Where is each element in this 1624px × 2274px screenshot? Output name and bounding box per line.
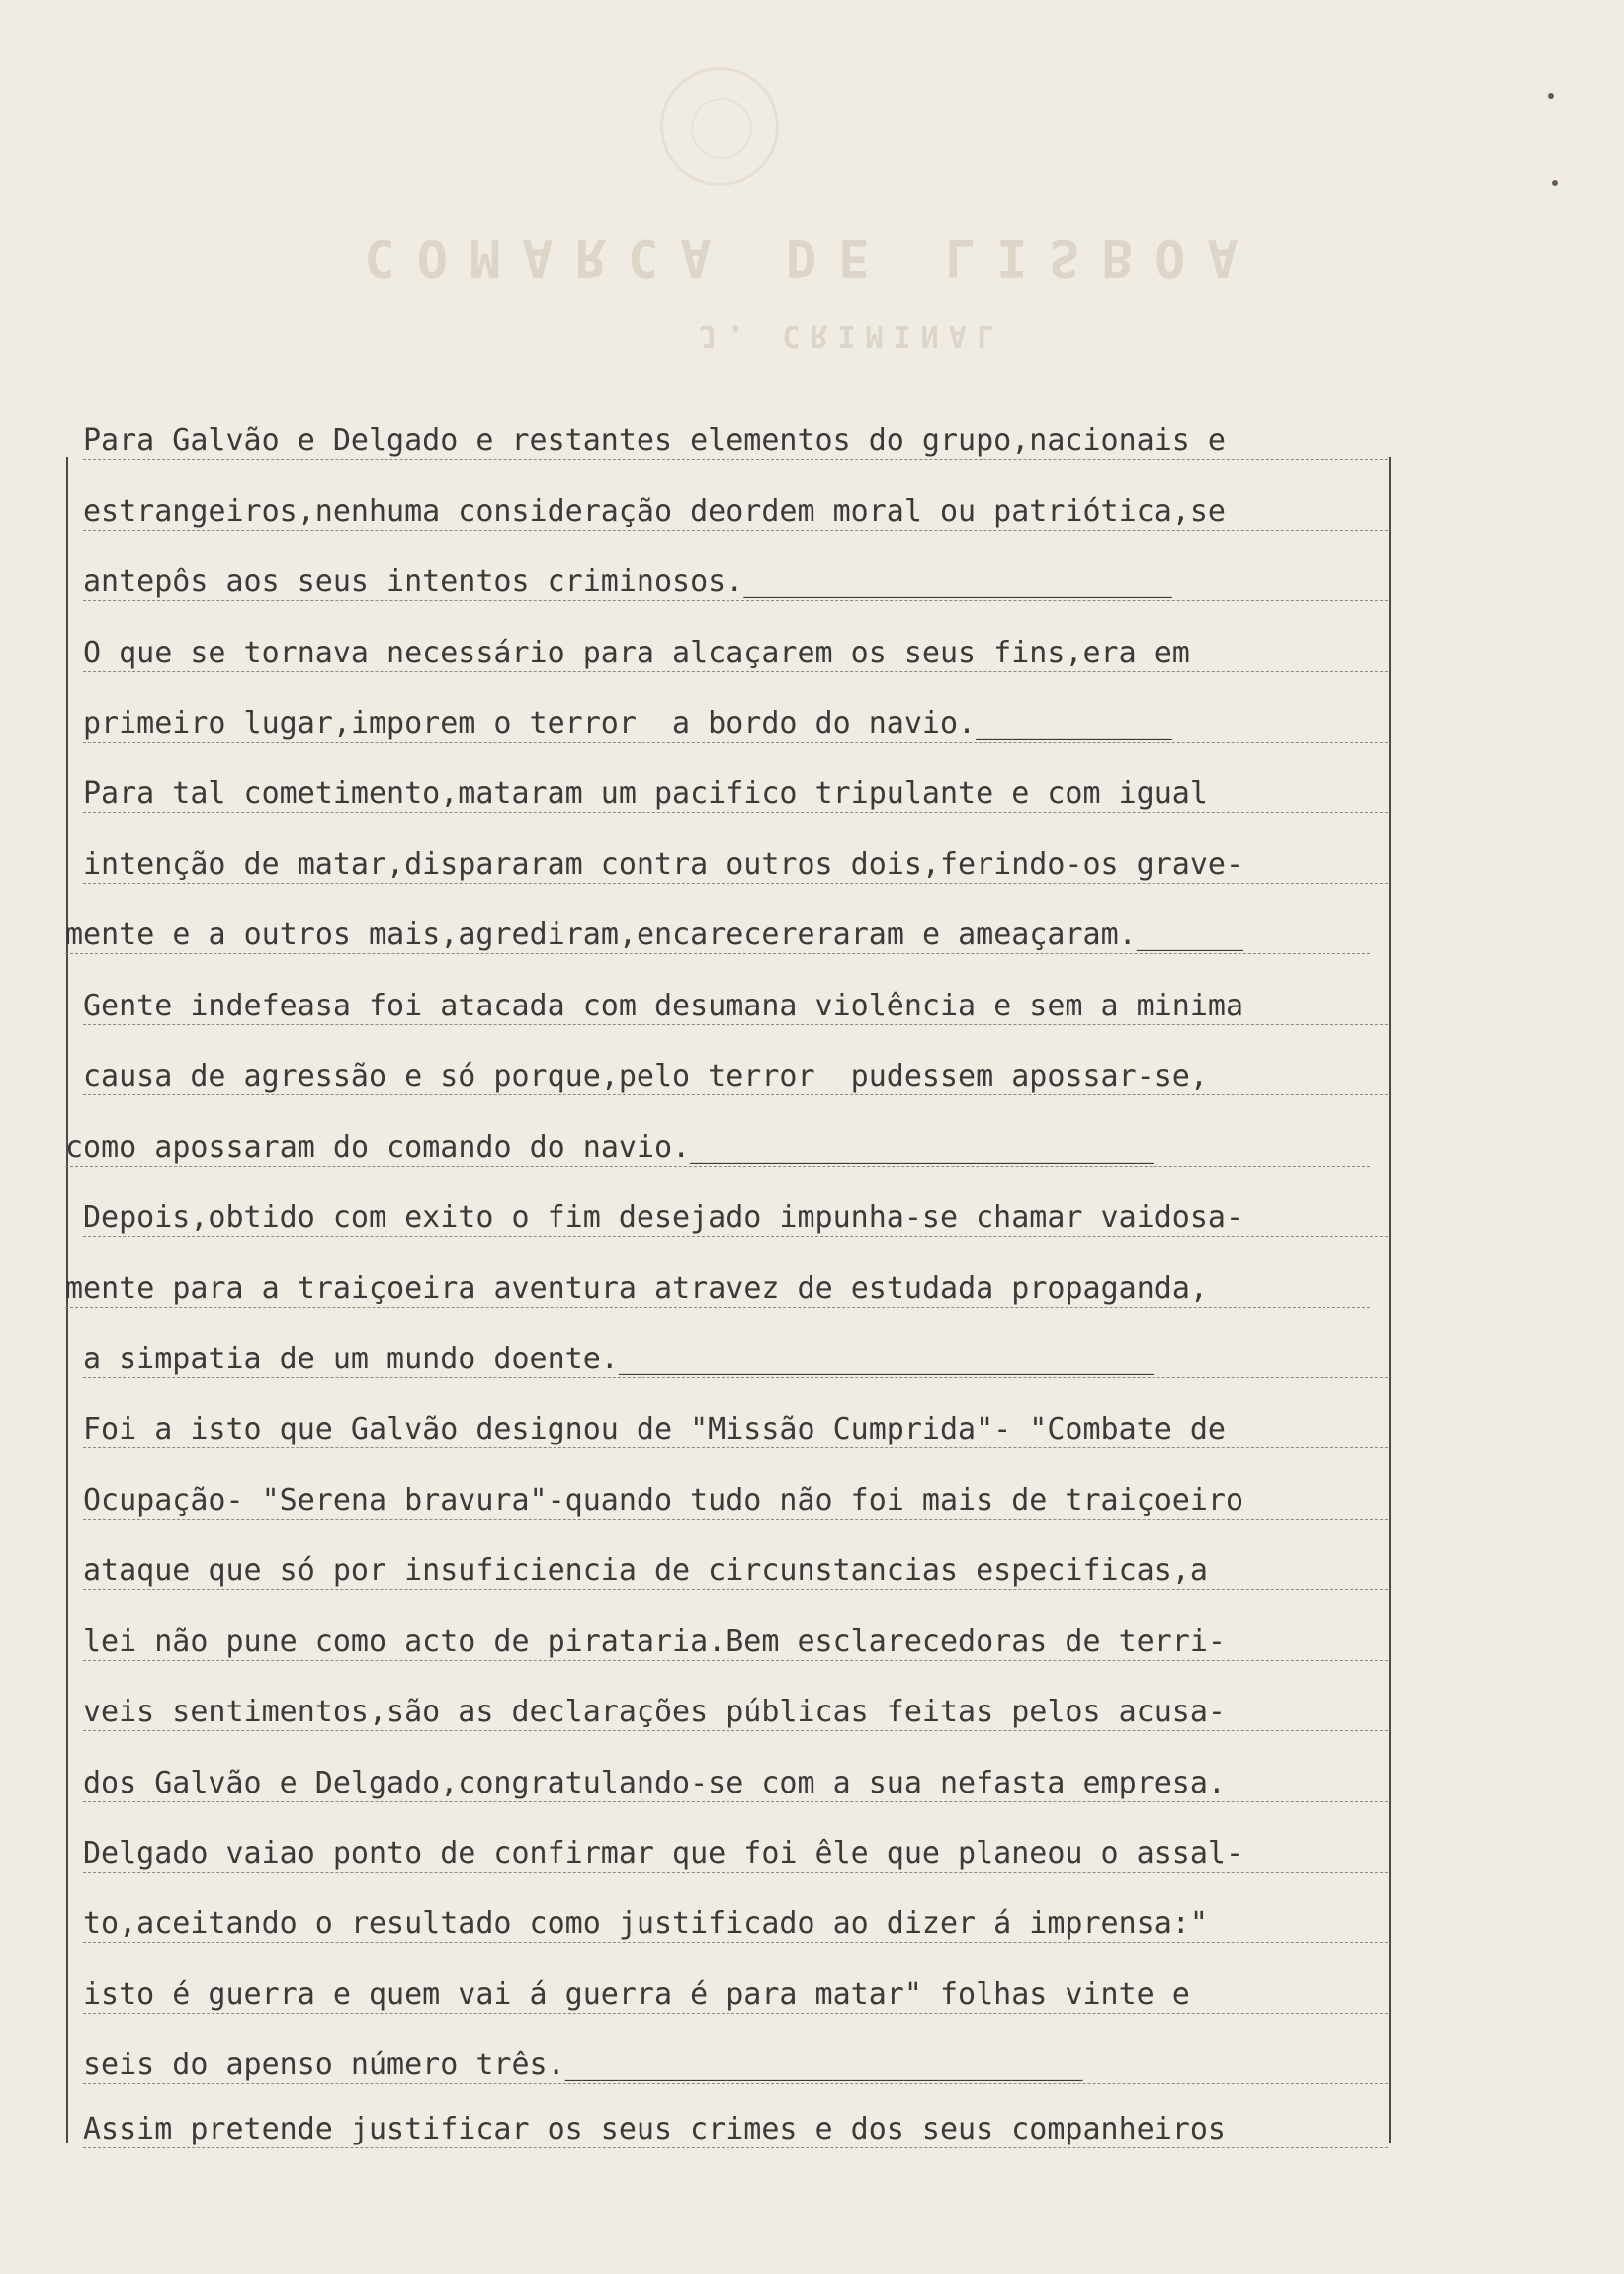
text-line: ataque que só por insuficiencia de circunstancias especificas,a [83,1553,1388,1590]
text-line: isto é guerra e quem vai á guerra é para matar" folhas vinte e [83,1977,1388,2014]
letterhead-subtitle: J. CRIMINAL [699,318,1004,353]
text-line: lei não pune como acto de pirataria.Bem esclarecedoras de terri- [83,1624,1388,1661]
text-line: O que se tornava necessário para alcaçarem os seus fins,era em [83,636,1388,672]
emblem-watermark-icon [660,67,779,186]
text-line: Assim pretende justificar os seus crimes e dos seus companheiros [83,2112,1388,2148]
text-line: seis do apenso número três._____________________________ [83,2048,1388,2084]
text-line: Delgado vaiao ponto de confirmar que foi êle que planeou o assal- [83,1836,1388,1873]
text-line: Para Galvão e Delgado e restantes elementos do grupo,nacionais e [83,423,1388,460]
text-line: como apossaram do comando do navio.__________________________ [65,1130,1370,1167]
text-line: causa de agressão e só porque,pelo terror pudessem apossar-se, [83,1059,1388,1095]
text-line: veis sentimentos,são as declarações públicas feitas pelos acusa- [83,1695,1388,1731]
text-line: dos Galvão e Delgado,congratulando-se com a sua nefasta empresa. [83,1766,1388,1802]
text-line: antepôs aos seus intentos criminosos.________________________ [83,565,1388,601]
text-line: Depois,obtido com exito o fim desejado impunha-se chamar vaidosa- [83,1200,1388,1237]
text-line: mente e a outros mais,agrediram,encarecereraram e ameaçaram.______ [65,918,1370,954]
text-line: Para tal cometimento,mataram um pacifico tripulante e com igual [83,776,1388,813]
text-line: Ocupação- "Serena bravura"-quando tudo não foi mais de traiçoeiro [83,1483,1388,1520]
text-line: estrangeiros,nenhuma consideração deordem moral ou patriótica,se [83,494,1388,531]
text-line: a simpatia de um mundo doente.______________________________ [83,1342,1388,1378]
text-line: Foi a isto que Galvão designou de "Missão Cumprida"- "Combate de [83,1412,1388,1448]
ink-speck [1548,93,1554,99]
text-line: intenção de matar,dispararam contra outros dois,ferindo-os grave- [83,847,1388,884]
letterhead-title: COMARCA DE LISBOA [364,227,1260,287]
text-line: primeiro lugar,imporem o terror a bordo do navio.___________ [83,706,1388,743]
text-line: to,aceitando o resultado como justificado ao dizer á imprensa:" [83,1906,1388,1943]
text-line: mente para a traiçoeira aventura atravez de estudada propaganda, [65,1271,1370,1308]
right-margin-rule [1389,457,1391,2143]
text-line: Gente indefeasa foi atacada com desumana violência e sem a minima [83,989,1388,1025]
ink-speck [1552,180,1558,186]
